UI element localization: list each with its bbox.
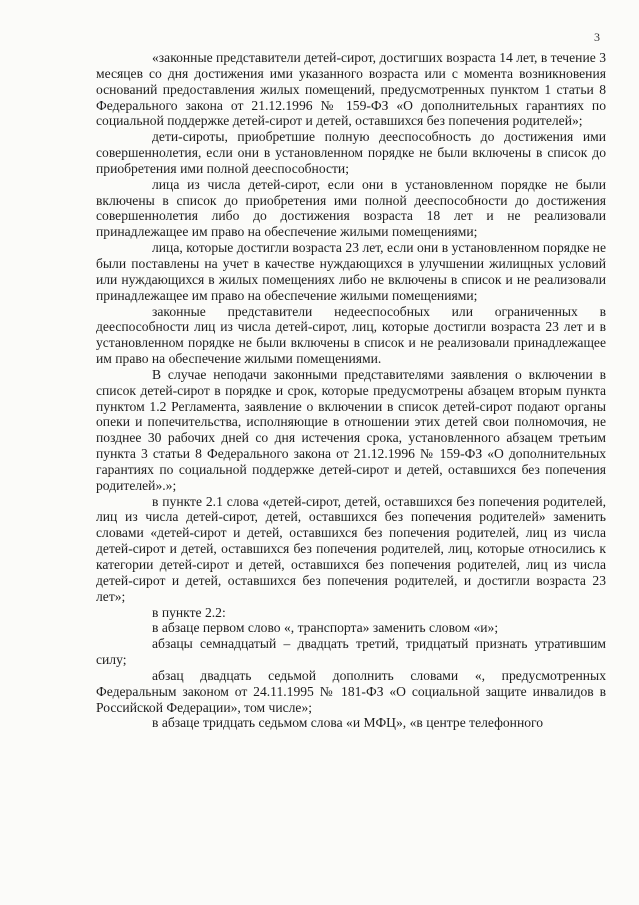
paragraph: В случае неподачи законными представителями заявления о включении в список детей-сирот в порядке и срок, которые предусмотрены абзацем вторым пункта пунктом 1.2 Регламента, заявление о включении в список детей-сирот подают органы опеки и попечительства, исполняющие в отношении этих детей свои полномочия, не позднее 30 рабочих дней со дня истечения срока, установленного абзацем третьим пункта 3 статьи 8 Федерального закона от 21.12.1996 № 159-ФЗ «О дополнительных гарантиях по социальной поддержке детей-сирот и детей, оставшихся без попечения родителей».»; [96, 366, 606, 493]
page-number: 3 [594, 30, 600, 44]
paragraph: законные представители недееспособных или ограниченных в дееспособности лиц из числа детей-сирот, лиц, которые достигли возраста 23 лет и в установленном порядке не были включены в список и не реализовали принадлежащее им право на обеспечение жилыми помещениями. [96, 303, 606, 367]
paragraph: дети-сироты, приобретшие полную дееспособность до достижения ими совершеннолетия, если они в установленном порядке не были включены в список до приобретения ими полной дееспособности; [96, 129, 606, 176]
paragraph: в абзаце первом слово «, транспорта» заменить словом «и»; [152, 620, 499, 636]
paragraph: «законные представители детей-сирот, достигших возраста 14 лет, в течение 3 месяцев со дня достижения ими указанного возраста или с момента возникновения оснований предоставления жилых помещений, предусмотренных пунктом 1 статьи 8 Федерального закона от 21.12.1996 № 159-ФЗ «О дополнительных гарантиях по социальной поддержке детей-сирот и детей, оставшихся без попечения родителей»; [96, 50, 606, 129]
document-body [96, 50, 606, 731]
paragraph: абзацы семнадцатый – двадцать третий, тридцатый признать утратившим силу; [96, 636, 606, 668]
paragraph: абзац двадцать седьмой дополнить словами «, предусмотренных Федеральным законом от 24.11.1995 № 181-ФЗ «О социальной защите инвалидов в Российской Федерации», том числе»; [96, 667, 606, 715]
paragraph: в абзаце тридцать седьмом слова «и МФЦ», «в центре телефонного [152, 715, 544, 731]
paragraph: в пункте 2.1 слова «детей-сирот, детей, оставшихся без попечения родителей, лиц из числа детей-сирот, детей, оставшихся без попечения родителей» заменить словами «детей-сирот и детей, оставшихся без попечения родителей, лиц из числа детей-сирот и детей, оставшихся без попечения родителей, лиц, которые относились к категории детей-сирот и детей, оставшихся без попечения родителей, лиц из числа детей-сирот и детей, оставшихся без попечения родителей, и достигли возраста 23 лет»; [96, 493, 606, 604]
paragraph: лица из числа детей-сирот, если они в установленном порядке не были включены в список до приобретения ими полной дееспособности до достижения совершеннолетия либо до достижения возраста 18 лет и не реализовали принадлежащее им право на обеспечение жилыми помещениями; [96, 176, 606, 240]
paragraph: в пункте 2.2: [152, 604, 226, 620]
paragraph: лица, которые достигли возраста 23 лет, если они в установленном порядке не были поставлены на учет в качестве нуждающихся в улучшении жилищных условий или нуждающихся в жилых помещениях либо не включены в список и не реализовали принадлежащее им право на обеспечение жилыми помещениями; [96, 240, 606, 303]
